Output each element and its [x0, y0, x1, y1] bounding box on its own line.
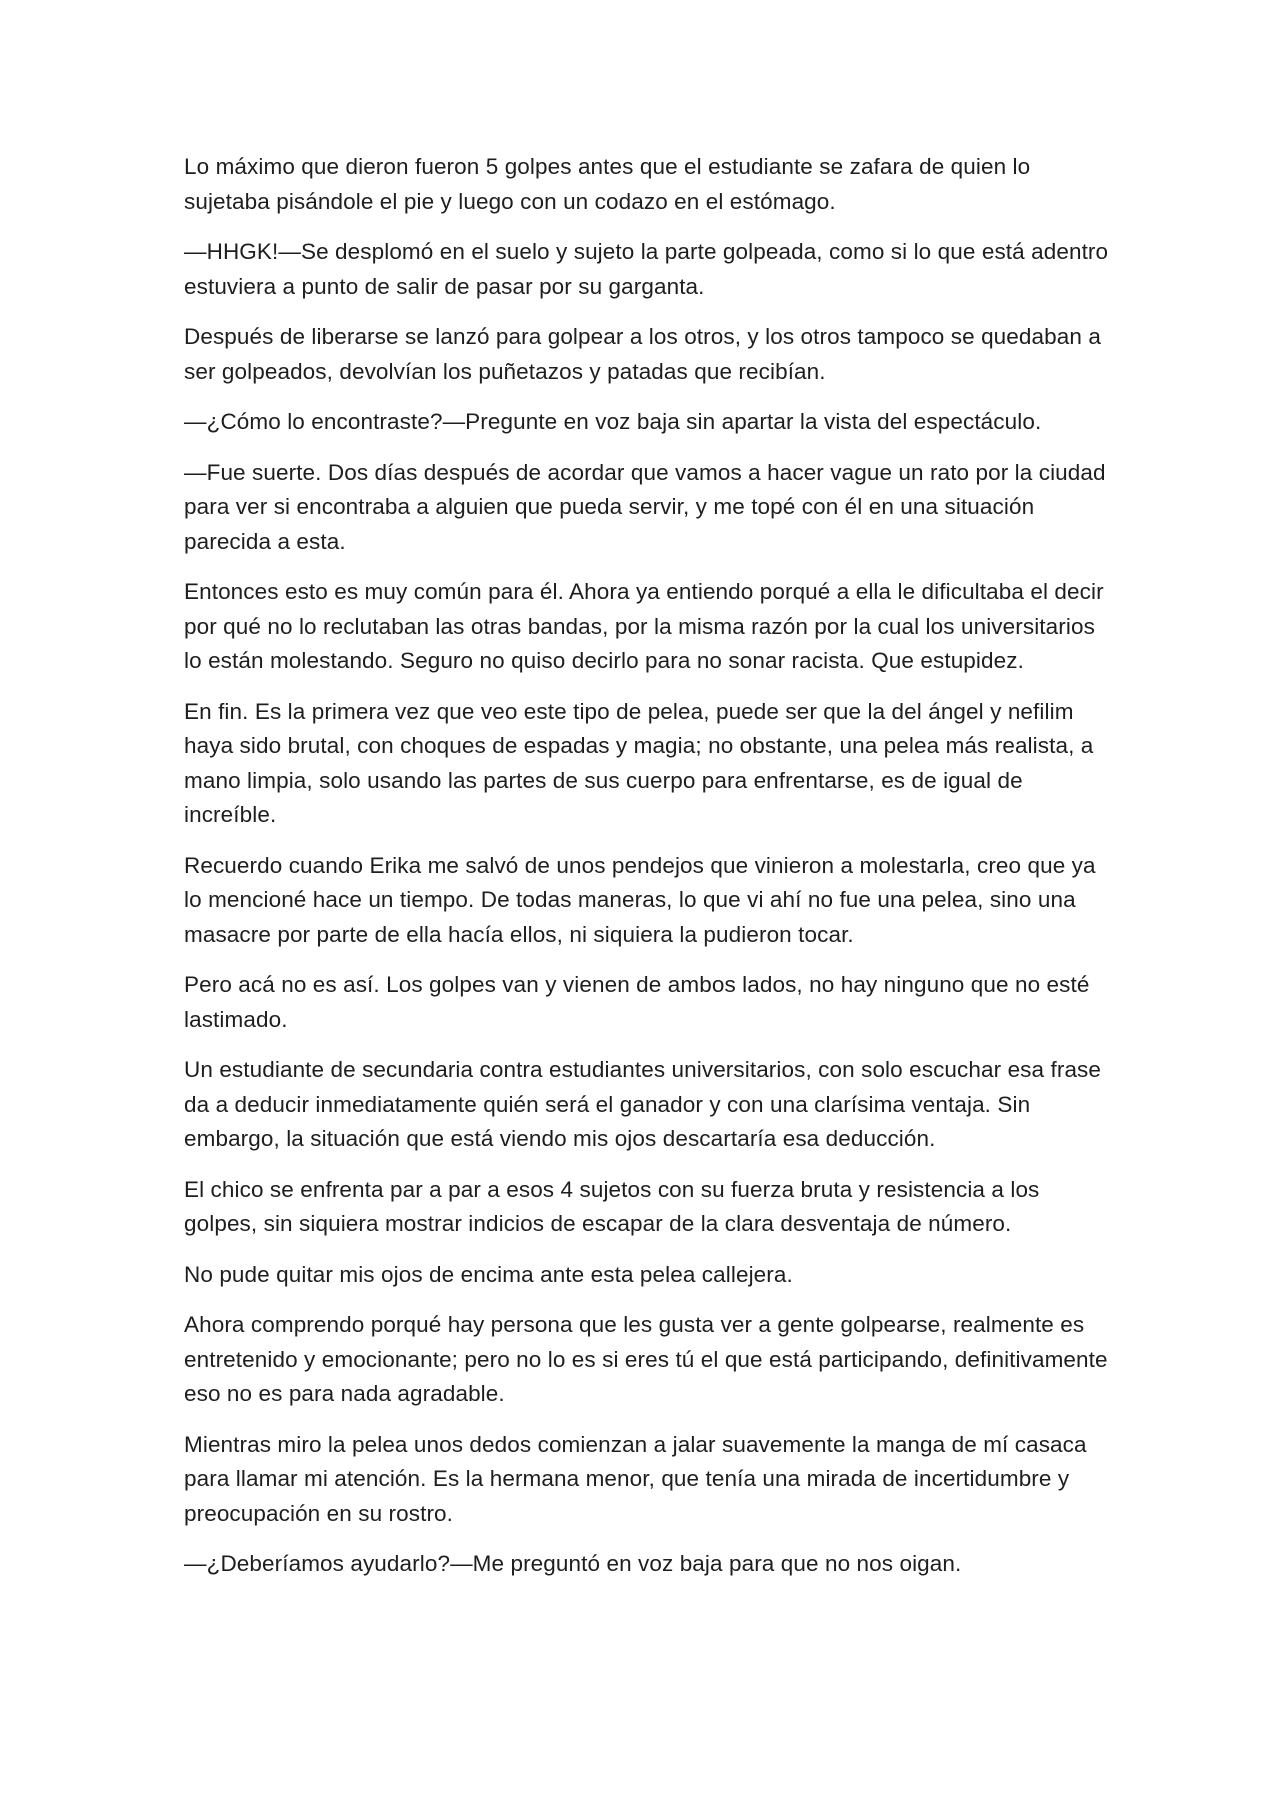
paragraph: —Fue suerte. Dos días después de acordar que vamos a hacer vague un rato por la ciudad para ver si encontraba a alguien que pueda servir, y me topé con él en una situación parecida a esta.	[184, 459, 1106, 554]
paragraph: —HHGK!—Se desplomó en el suelo y sujeto la parte golpeada, como si lo que está adentro estuviera a punto de salir de pasar por su garganta.	[184, 239, 1109, 299]
paragraph: Lo máximo que dieron fueron 5 golpes antes que el estudiante se zafara de quien lo sujetaba pisándole el pie y luego con un codazo en el estómago.	[184, 154, 1031, 214]
paragraph: Recuerdo cuando Erika me salvó de unos pendejos que vinieron a molestarla, creo que ya lo mencioné hace un tiempo. De todas maneras, lo que vi ahí no fue una pelea, sino una masacre por parte de ella hacía ellos, ni siquiera la pudieron tocar.	[184, 852, 1096, 947]
paragraph: —¿Cómo lo encontraste?—Pregunte en voz baja sin apartar la vista del espectáculo.	[184, 409, 1042, 434]
paragraph: Mientras miro la pelea unos dedos comienzan a jalar suavemente la manga de mí casaca para llamar mi atención. Es la hermana menor, que tenía una mirada de incertidumbre y preocupación en su rostro.	[184, 1431, 1087, 1526]
paragraph: —¿Deberíamos ayudarlo?—Me preguntó en voz baja para que no nos oigan.	[184, 1551, 962, 1576]
paragraph: Pero acá no es así. Los golpes van y vienen de ambos lados, no hay ninguno que no esté lastimado.	[184, 972, 1090, 1032]
paragraph: No pude quitar mis ojos de encima ante esta pelea callejera.	[184, 1261, 793, 1287]
paragraph: El chico se enfrenta par a par a esos 4 sujetos con su fuerza bruta y resistencia a los golpes, sin siquiera mostrar indicios de escapar de la clara desventaja de número.	[184, 1176, 1040, 1236]
paragraph: En fin. Es la primera vez que veo este tipo de pelea, puede ser que la del ángel y nefilim haya sido brutal, con choques de espadas y magia; no obstante, una pelea más realista, a mano limpia, solo usando las partes de sus cuerpo para enfrentarse, es de igual de increíble.	[184, 698, 1094, 827]
paragraph: Ahora comprendo porqué hay persona que les gusta ver a gente golpearse, realmente es entretenido y emocionante; pero no lo es si eres tú el que está participando, definitivamente eso no es para nada agradable.	[184, 1312, 1108, 1406]
paragraph: Entonces esto es muy común para él. Ahora ya entiendo porqué a ella le dificultaba el decir por qué no lo reclutaban las otras bandas, por la misma razón por la cual los universitarios lo están molestando. Seguro no quiso decirlo para no sonar racista. Que estupidez.	[184, 579, 1104, 673]
paragraph: Un estudiante de secundaria contra estudiantes universitarios, con solo escuchar esa frase da a deducir inmediatamente quién será el ganador y con una clarísima ventaja. Sin embargo, la situación que está viendo mis ojos descartaría esa deducción.	[184, 1057, 1102, 1151]
document-body	[184, 150, 1114, 1598]
paragraph: Después de liberarse se lanzó para golpear a los otros, y los otros tampoco se quedaban a ser golpeados, devolvían los puñetazos y patadas que recibían.	[184, 324, 1101, 384]
